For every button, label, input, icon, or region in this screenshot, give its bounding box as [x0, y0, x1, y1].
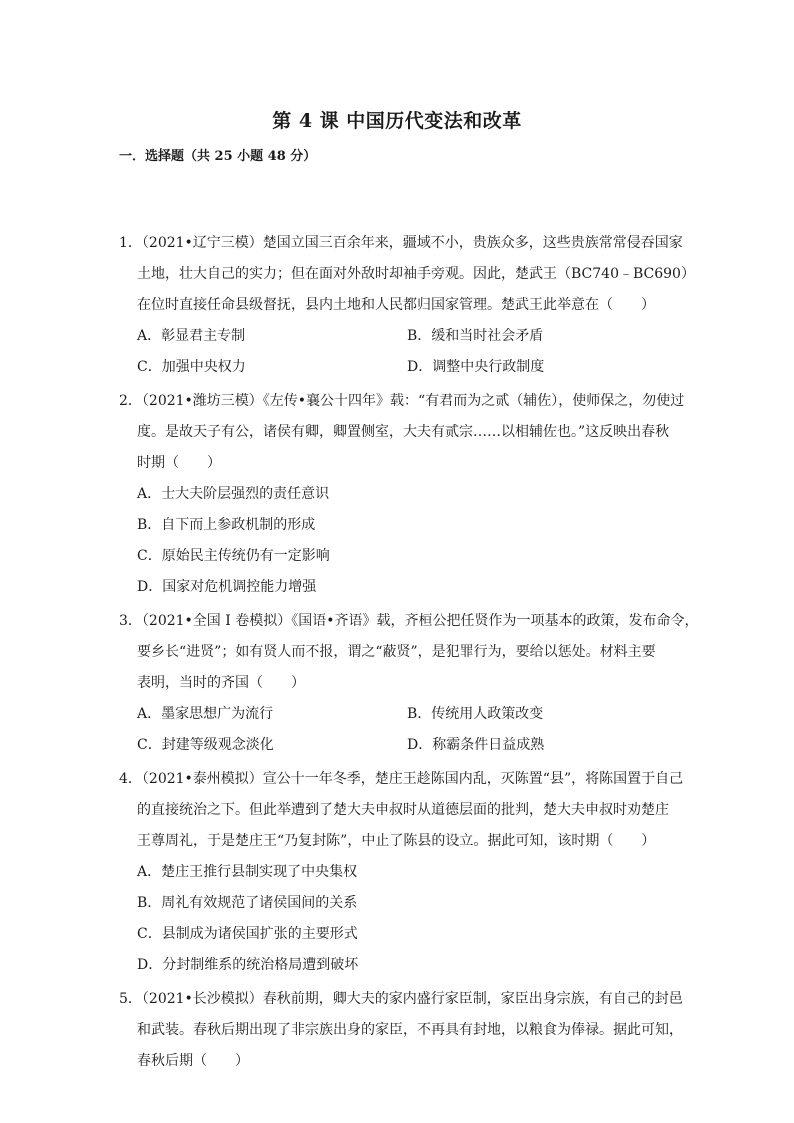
- question-2: [119, 386, 685, 603]
- stem-line: 的直接统治之下。但此举遭到了楚大夫申叔时从道德层面的批判，楚大夫申叔时劝楚庄: [137, 802, 669, 818]
- option-c[interactable]: C．封建等级观念淡化: [137, 737, 274, 753]
- question-3: [119, 606, 699, 761]
- option-row: [119, 321, 679, 352]
- question-stem: [119, 606, 699, 699]
- stem-line: 1．（2021•辽宁三模）楚国立国三百余年来，疆域不小，贵族众多，这些贵族常常侵吞国家: [119, 235, 683, 251]
- stem-line: 时期（ ）: [137, 455, 221, 471]
- question-1: [119, 228, 695, 383]
- option-b[interactable]: B．周礼有效规范了诸侯国间的关系: [137, 895, 358, 911]
- option-a[interactable]: A．楚庄王推行县制实现了中央集权: [137, 864, 358, 880]
- stem-line: 度。是故天子有公，诸侯有卿，卿置侧室，大夫有贰宗……以相辅佐也。”这反映出春秋: [137, 424, 670, 440]
- stem-line: 4．（2021•泰州模拟）宣公十一年冬季，楚庄王趁陈国内乱，灭陈置“县”，将陈国置于自己: [119, 771, 684, 787]
- stem-line: 在位时直接任命县级督抚，县内土地和人民都归国家管理。楚武王此举意在（ ）: [137, 297, 655, 313]
- stem-line: 2．（2021•潍坊三模）《左传•襄公十四年》载：“有君而为之贰（辅佐），使师保之，勿使过: [119, 393, 685, 409]
- section-heading: 一．选择题（共 25 小题 48 分）: [119, 149, 317, 164]
- stem-line: 3．（2021•全国 I 卷模拟）《国语•齐语》载，齐桓公把任贤作为一项基本的政策，发布命令，: [119, 613, 699, 629]
- option-d[interactable]: D．调整中央行政制度: [407, 359, 545, 375]
- page-title: 第 4 课 中国历代变法和改革: [272, 110, 522, 132]
- stem-line: 5．（2021•长沙模拟）春秋前期，卿大夫的家内盛行家臣制，家臣出身宗族，有自己的封邑: [119, 991, 683, 1007]
- option-d[interactable]: D．分封制维系的统治格局遭到破坏: [137, 957, 359, 973]
- option-a[interactable]: A．墨家思想广为流行: [137, 706, 274, 722]
- option-c[interactable]: C．县制成为诸侯国扩张的主要形式: [137, 926, 358, 942]
- question-stem: [119, 984, 683, 1077]
- question-stem: [119, 228, 695, 321]
- option-b[interactable]: B．缓和当时社会矛盾: [407, 328, 544, 344]
- option-d[interactable]: D．国家对危机调控能力增强: [137, 579, 317, 595]
- option-row: [119, 699, 679, 730]
- stem-line: 土地，壮大自己的实力；但在面对外敌时却袖手旁观。因此，楚武王（BC740﹣BC690）: [137, 266, 695, 282]
- question-stem: [119, 764, 684, 857]
- option-row: [119, 352, 679, 383]
- question-4: [119, 764, 684, 981]
- question-5: [119, 984, 683, 1077]
- option-d[interactable]: D．称霸条件日益成熟: [407, 737, 545, 753]
- stem-line: 春秋后期（ ）: [137, 1053, 249, 1069]
- option-b[interactable]: B．自下而上参政机制的形成: [137, 517, 316, 533]
- stem-line: 王尊周礼，于是楚庄王“乃复封陈”，中止了陈县的设立。据此可知，该时期（ ）: [137, 833, 656, 849]
- question-stem: [119, 386, 685, 479]
- option-b[interactable]: B．传统用人政策改变: [407, 706, 544, 722]
- option-row: [119, 730, 679, 761]
- option-a[interactable]: A．士大夫阶层强烈的责任意识: [137, 486, 330, 502]
- option-c[interactable]: C．原始民主传统仍有一定影响: [137, 548, 330, 564]
- stem-line: 表明，当时的齐国（ ）: [137, 675, 305, 691]
- stem-line: 和武装。春秋后期出现了非宗族出身的家臣，不再具有封地，以粮食为俸禄。据此可知，: [137, 1022, 683, 1038]
- option-c[interactable]: C．加强中央权力: [137, 359, 246, 375]
- stem-line: 要乡长“进贤”；如有贤人而不报，谓之“蔽贤”，是犯罪行为，要给以惩处。材料主要: [137, 644, 656, 660]
- option-a[interactable]: A．彰显君主专制: [137, 328, 246, 344]
